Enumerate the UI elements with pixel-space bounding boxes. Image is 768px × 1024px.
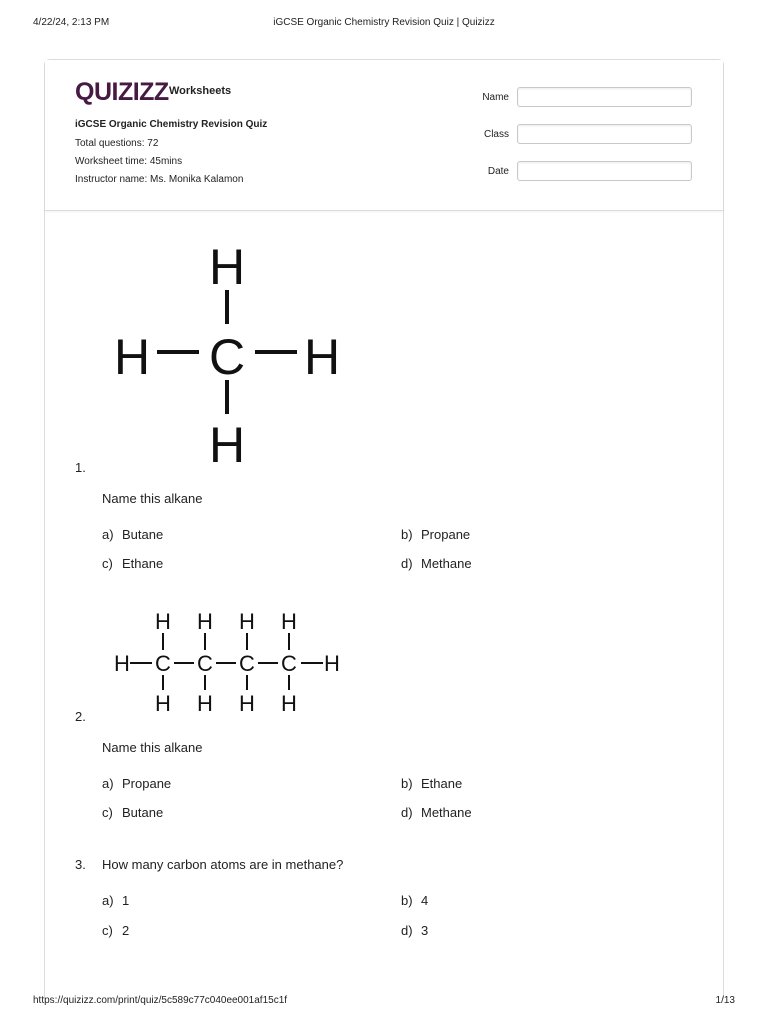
butane-h-bottom-1: H bbox=[155, 691, 171, 716]
butane-h-bottom-2: H bbox=[197, 691, 213, 716]
print-datetime: 4/22/24, 2:13 PM bbox=[33, 17, 110, 28]
date-field[interactable] bbox=[517, 161, 692, 181]
question-3-number: 3. bbox=[75, 857, 86, 872]
total-questions: Total questions: 72 bbox=[75, 138, 159, 149]
worksheet-header bbox=[45, 60, 723, 211]
print-page-number: 1/13 bbox=[715, 995, 735, 1006]
methane-h-top: H bbox=[208, 239, 246, 295]
question-2-text: Name this alkane bbox=[102, 740, 203, 755]
logo-subtitle: Worksheets bbox=[169, 85, 232, 97]
butane-h-top-3: H bbox=[239, 610, 255, 634]
question-3-option-b: b) 4 bbox=[401, 893, 429, 908]
butane-structure-image bbox=[108, 610, 348, 725]
methane-c: C bbox=[208, 329, 246, 385]
butane-h-right: H bbox=[324, 651, 340, 676]
butane-h-bottom-3: H bbox=[239, 691, 255, 716]
worksheet-time: Worksheet time: 45mins bbox=[75, 156, 183, 167]
question-1-option-d: d) Methane bbox=[401, 556, 472, 571]
question-2-number: 2. bbox=[75, 709, 86, 724]
name-label: Name bbox=[482, 92, 509, 103]
question-3-option-d: d) 3 bbox=[401, 923, 429, 938]
question-3-option-a: a) 1 bbox=[102, 893, 130, 908]
methane-h-right: H bbox=[303, 329, 341, 385]
question-1-option-c: c) Ethane bbox=[102, 556, 164, 571]
question-2-option-d: d) Methane bbox=[401, 805, 472, 820]
butane-h-bottom-4: H bbox=[281, 691, 297, 716]
class-field[interactable] bbox=[517, 124, 692, 144]
question-3-text: How many carbon atoms are in methane? bbox=[102, 857, 344, 872]
question-3-option-c: c) 2 bbox=[102, 923, 130, 938]
butane-c-4: C bbox=[281, 651, 297, 676]
question-1-text: Name this alkane bbox=[102, 491, 203, 506]
butane-h-top-2: H bbox=[197, 610, 213, 634]
quiz-title: iGCSE Organic Chemistry Revision Quiz bbox=[75, 119, 268, 130]
methane-h-bottom: H bbox=[208, 417, 246, 472]
question-2-option-b: b) Ethane bbox=[401, 776, 463, 791]
question-1-number: 1. bbox=[75, 460, 86, 475]
class-label: Class bbox=[483, 129, 509, 140]
butane-h-left: H bbox=[114, 651, 130, 676]
question-2-option-a: a) Propane bbox=[102, 776, 172, 791]
instructor-name: Instructor name: Ms. Monika Kalamon bbox=[75, 174, 244, 185]
date-label: Date bbox=[487, 166, 509, 177]
butane-c-2: C bbox=[197, 651, 213, 676]
butane-h-top-1: H bbox=[155, 610, 171, 634]
butane-c-3: C bbox=[239, 651, 255, 676]
question-1-option-b: b) Propane bbox=[401, 527, 471, 542]
methane-structure-image bbox=[105, 232, 350, 477]
butane-h-top-4: H bbox=[281, 610, 297, 634]
methane-h-left: H bbox=[113, 329, 151, 385]
name-field[interactable] bbox=[517, 87, 692, 107]
question-2-option-c: c) Butane bbox=[102, 805, 164, 820]
print-page-title: iGCSE Organic Chemistry Revision Quiz | Quizizz bbox=[273, 17, 495, 28]
print-url: https://quizizz.com/print/quiz/5c589c77c040ee001af15c1f bbox=[33, 995, 288, 1006]
question-1-option-a: a) Butane bbox=[102, 527, 164, 542]
butane-c-1: C bbox=[155, 651, 171, 676]
quizizz-logo: QUIZIZZ bbox=[75, 78, 169, 106]
